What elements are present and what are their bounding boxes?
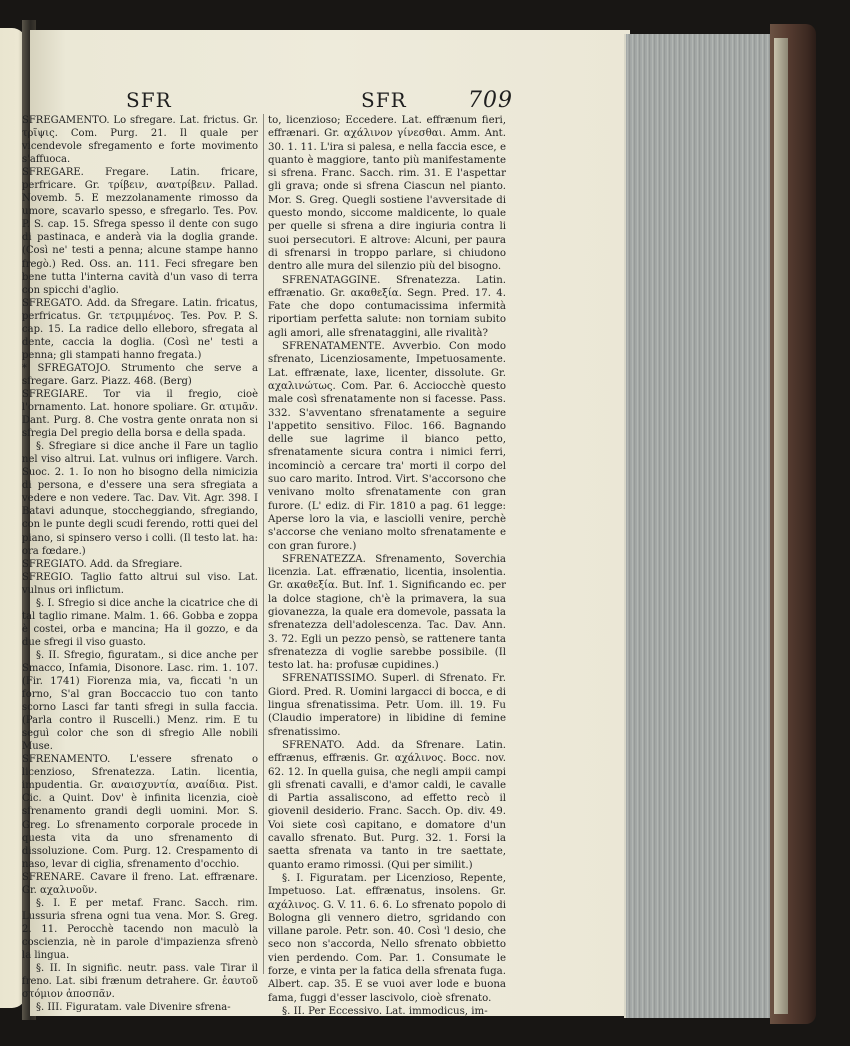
column-rule [263, 114, 264, 974]
entry: §. I. E per metaf. Franc. Sacch. rim. Lussuria sfrena ogni tua vena. Mor. S. Greg. 2. 11. Perocchè tacendo non maculò la coscienzia, nè in parole d'impazienza sfrenò la lingua. [22, 897, 258, 961]
entry: §. Sfregiare si dice anche il Fare un taglio nel viso altrui. Lat. vulnus ori infligere. Varch. Suoc. 2. 1. Io non ho bisogno della nimicizia di persona, e d'essere una sera sfregiata a vedere e non vedere. Tac. Dav. Vit. Agr. 398. I Batavi adunque, stoccheggiando, sfregiando, con le punte degli scudi ferendo, rotti quei del piano, si spinsero verso i colli. (Il testo lat. ha: ora fœdare.) [22, 441, 258, 557]
entry: SFRENATISSIMO. Superl. di Sfrenato. Fr. Giord. Pred. R. Uomini largacci di bocca, e di lingua sfrenatissima. Petr. Uom. ill. 19. Fu (Claudio imperatore) in libidine di femine sfrenatissimo. [268, 673, 506, 738]
entry: §. II. Sfregio, figuratam., si dice anche per Smacco, Infamia, Disonore. Lasc. rim. 1. 107. (Fir. 1741) Fiorenza mia, va, ficcati 'n un forno, S'al gran Boccaccio tuo con tanto scorno Lasci far tanti sfregi in sulla faccia. (Parla contro il Ruscelli.) Menz. rim. E tu seguì color che son di sfregio Alle nobili Muse. [22, 649, 258, 753]
left-column [22, 114, 258, 1014]
entry: §. I. Sfregio si dice anche la cicatrice che di tal taglio rimane. Malm. 1. 66. Gobba e zoppa è costei, orba e mancina; Ha il gozzo, e da due sfregi il viso guasto. [22, 597, 258, 648]
entry: SFRENATAGGINE. Sfrenatezza. Latin. effrænatio. Gr. ακαθεξία. Segn. Pred. 17. 4. Fate che dopo contumacissima infermità riportiam perfetta salute: non torniam subito agli amori, alle sfrenataggini, alle rivalità? [268, 274, 506, 339]
entry: §. II. In signific. neutr. pass. vale Tirar il freno. Lat. sibi frænum detrahere. Gr. ἑαυτοῦ στόμιον ἀποσπᾶν. [22, 963, 258, 1001]
entry: SFREGIATO. Add. da Sfregiare. [22, 558, 183, 570]
entry: * SFREGATOJO. Strumento che serve a sfregare. Garz. Piazz. 468. (Berg) [22, 362, 258, 387]
entry: SFREGARE. Fregare. Latin. fricare, perfricare. Gr. τρίβειν, ανατρίβειν. Pallad. Novemb. 5. E mezzolanamente rimosso da umore, scavarlo spesso, e sfregarlo. Tes. Pov. P. S. cap. 15. Sfrega spesso il dente con sugo di pastinaca, e anderà via la doglia grande. (Così ne' testi a penna; alcune stampe hanno fregò.) Red. Oss. an. 111. Feci sfregare ben bene tutta l'interna cavità d'un vaso di terra con spicchi d'aglio. [22, 167, 258, 296]
entry: §. II. Per Eccessivo. Lat. immodicus, im- [282, 1005, 488, 1017]
entry: SFREGATO. Add. da Sfregare. Latin. fricatus, perfricatus. Gr. τετριμμένος. Tes. Pov. P. S. cap. 15. La radice dello elleboro, sfregata al dente, caccia la doglia. (Così ne' testi a penna; gli stampati hanno fregata.) [22, 297, 258, 361]
entry: SFREGAMENTO. Lo sfregare. Lat. frictus. Gr. τρῖψις. Com. Purg. 21. Il quale per vicendevole sfregamento e forte movimento s'affuoca. [22, 115, 258, 166]
running-head-left: SFR [126, 88, 172, 112]
page-edges [624, 34, 776, 1018]
entry: SFREGIARE. Tor via il fregio, cioè l'ornamento. Lat. honore spoliare. Gr. ατιμᾶν. Dant. Purg. 8. Che vostra gente onrata non si sfregia Del pregio della borsa e della spada. [22, 388, 258, 440]
entry: SFRENARE. Cavare il freno. Lat. effrænare. Gr. αχαλινοῦν. [22, 871, 258, 896]
page-text [6, 36, 526, 1017]
right-column [268, 114, 506, 1018]
entry: §. III. Figuratam. vale Divenire sfrena- [36, 1002, 231, 1014]
running-head-center: SFR [361, 88, 407, 112]
entry: SFREGIO. Taglio fatto altrui sul viso. Lat. vulnus ori inflictum. [22, 571, 258, 596]
page-number: 709 [468, 88, 513, 113]
entry: §. I. Figuratam. per Licenzioso, Repente, Impetuoso. Lat. effrænatus, insolens. Gr. αχάλινος. G. V. 11. 6. 6. Lo sfrenato popolo di Bologna gli vennero dietro, sgridando con villane parole. Petr. son. 40. Così 'l desio, che seco non s'accorda, Nello sfrenato obbietto vien perdendo. Com. Par. 1. Consumate le forze, e vinta per la fatica della sfrenata fuga. Albert. cap. 35. E se vuoi aver lode e buona fama, fuggi d'esser lascivolo, cioè sfrenato. [268, 872, 506, 1004]
entry: SFRENATO. Add. da Sfrenare. Latin. effrænus, effrænis. Gr. αχάλινος. Bocc. nov. 62. 12. In quella guisa, che negli ampii campi gli sfrenati cavalli, e d'amor caldi, le cavalle di Partia assaliscono, ad effetto recò il giovenil desiderio. Franc. Sacch. Op. div. 49. Voi siete così capitano, e domatore d'un cavallo sfrenato. But. Purg. 32. 1. Forsi la saetta sfrenata va tanto in tre saettate, quanto eramo rimossi. (Qui per similit.) [268, 739, 506, 871]
entry: SFRENATEZZA. Sfrenamento, Soverchia licenzia. Lat. effrænatio, licentia, insolentia. Gr. ακαθεξία. But. Inf. 1. Significando ec. per la dolce stagione, ch'è la primavera, la sua giovanezza, la quale era domevole, passata la sfrenatezza dell'adolescenza. Tac. Dav. Ann. 3. 72. Egli un pezzo pensò, se rattenere tanta sfrenatezza di voglie sarebbe possibile. (Il testo lat. ha: profusæ cupidines.) [268, 553, 506, 672]
cover-board-edge [774, 38, 788, 1014]
entry: SFRENATAMENTE. Avverbio. Con modo sfrenato, Licenziosamente, Impetuosamente. Lat. effrænate, laxe, licenter, dissolute. Gr. αχαλινώτως. Com. Par. 6. Acciocchè questo male così sfrenatamente non si facesse. Pass. 332. S'avventano sfrenatamente a seguire l'appetito sensitivo. Filoc. 166. Bagnando delle sue lagrime il bianco petto, sfrenatamente sicura contra i nimici ferri, incominciò a cercare tra' morti il corpo del suo caro marito. Introd. Virt. S'accorsono che venivano molto sfrenatamente con gran furore. (L' ediz. di Fir. 1810 a pag. 61 legge: Aperse loro la via, e lasciolli venire, perchè s'accorse che veniano molto sfrenatamente e con gran furore.) [268, 341, 506, 552]
entry: SFRENAMENTO. L'essere sfrenato o licenzioso, Sfrenatezza. Latin. licentia, impudentia. Gr. αναισχυντία, αναίδια. Pist. Cic. a Quint. Dov' è infinita licenzia, cioè sfrenamento grandi degli uomini. Mor. S. Greg. Lo sfrenamento corporale procede in questa vita da uno sfrenamento di dissoluzione. Com. Purg. 12. Crespamento di naso, levar di ciglia, sfrenamento d'occhio. [22, 754, 258, 870]
entry: to, licenzioso; Eccedere. Lat. effrænum fieri, effrænari. Gr. αχάλινον γίνεσθαι. Amm. Ant. 30. 1. 11. L'ira si palesa, e nella faccia esce, e quanto è maggiore, tanto più manifestamente si sfrena. Franc. Sacch. rim. 31. E l'aspettar gli grava; onde si sfrena Ciascun nel pianto. Mor. S. Greg. Quegli sostiene l'avversitade di questo mondo, siccome maldicente, lo quale per quelle si sfrena a dire ingiuria contra li suoi persecutori. E altrove: Alcuni, per paura di sfrenarsi in troppo parlare, si chiudono dentro alle mura del silenzio più del bisogno. [268, 115, 506, 273]
